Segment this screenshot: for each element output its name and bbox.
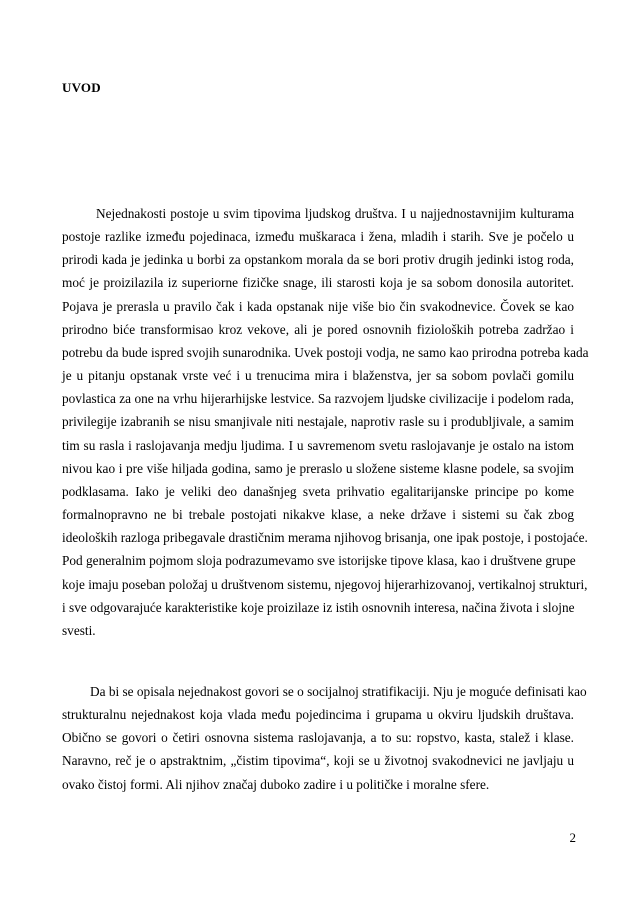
paragraph-line: Pojava je prerasla u pravilo čak i kada opstanak nije više bio čin svakodnevice. Čovek se kao	[62, 298, 574, 314]
paragraph-line: podklasama. Iako je veliki deo današnjeg sveta prihvatio egalitarijanske principe po kome	[62, 483, 574, 499]
paragraph-line: strukturalnu nejednakost koja vlada među pojedincima i grupama u okviru ljudskih društava.	[62, 707, 574, 723]
paragraph-line: je u pitanju opstanak vrste već i u trenucima mira i blaženstva, jer sa sobom povlači gomilu	[62, 368, 574, 384]
paragraph-line: ovako čistoj formi. Ali njihov značaj duboko zadire i u političke i moralne sfere.	[62, 776, 490, 792]
paragraph-line: prirodi kada je jedinka u borbi za opstankom morala da se bori protiv drugih jedinki istog roda,	[62, 252, 574, 268]
paragraph-line: tim su rasla i raslojavanja medju ljudima. I u savremenom svetu raslojavanje je ostalo na istom	[62, 437, 574, 453]
paragraph-line: formalnopravno ne bi trebale postojati nikakve klase, a neke države i sistemi su čak zbog	[62, 507, 574, 523]
paragraph-line: ideoloških razloga pribegavale drastičnim merama njihovog brisanja, one ipak postoje, i postojaće.	[62, 530, 588, 546]
paragraph-line: nivou kao i pre više hiljada godina, samo je preraslo u složene sisteme klasne podele, sa svojim	[62, 460, 574, 476]
paragraph-line: Obično se govori o četiri osnovna sistema raslojavanja, a to su: ropstvo, kasta, stalež i klase.	[62, 730, 574, 746]
paragraph-line: koje imaju poseban položaj u društvenom sistemu, njegovoj hijerarhizovanoj, vertikalnoj strukturi,	[62, 576, 588, 592]
paragraph-line: Pod generalnim pojmom sloja podrazumevamo sve istorijske tipove klasa, kao i društvene grupe	[62, 553, 576, 569]
paragraph-line: i sve odgovarajuće karakteristike koje proizilaze iz istih osnovnih interesa, načina života i slojne	[62, 599, 575, 615]
paragraph-line: Nejednakosti postoje u svim tipovima ljudskog društva. I u najjednostavnijim kulturama	[96, 206, 574, 221]
paragraph-line: svesti.	[62, 622, 96, 638]
paragraph-line: Naravno, reč je o apstraktnim, „čistim tipovima“, koji se u životnoj svakodnevici ne javljaju u	[62, 753, 574, 769]
paragraph-line: postoje razlike između pojedinaca, između muškaraca i žena, mladih i starih. Sve je počelo u	[62, 229, 574, 245]
paragraph-line: privilegije izabranih se nisu smanjivale niti nestajale, naprotiv rasle su i produbljivale, a samim	[62, 414, 574, 430]
paragraph-line: moć je proizilazila iz superiorne fizičke snage, ili starosti koja je sa sobom donosila autoritet.	[62, 275, 574, 291]
paragraph-line: Da bi se opisala nejednakost govori se o socijalnoj stratifikaciji. Nju je moguće definisati kao	[90, 684, 587, 699]
paragraph-line: potrebu da bude ispred svojih sunarodnika. Uvek postoji vodja, ne samo kao prirodna potreba kada	[62, 344, 589, 360]
paragraph-line: povlastica za one na vrhu hijerarhijske lestvice. Sa razvojem ljudske civilizacije i podelom rada,	[62, 391, 574, 407]
paragraph-stratification	[62, 680, 587, 796]
page-number: 2	[569, 830, 576, 845]
paragraph-introduction	[62, 202, 589, 642]
paragraph-line: prirodno biće transformisao kroz vekove, ali je pored osnovnih fizioloških potreba zadržao i	[62, 321, 574, 337]
section-heading: UVOD	[62, 80, 101, 95]
